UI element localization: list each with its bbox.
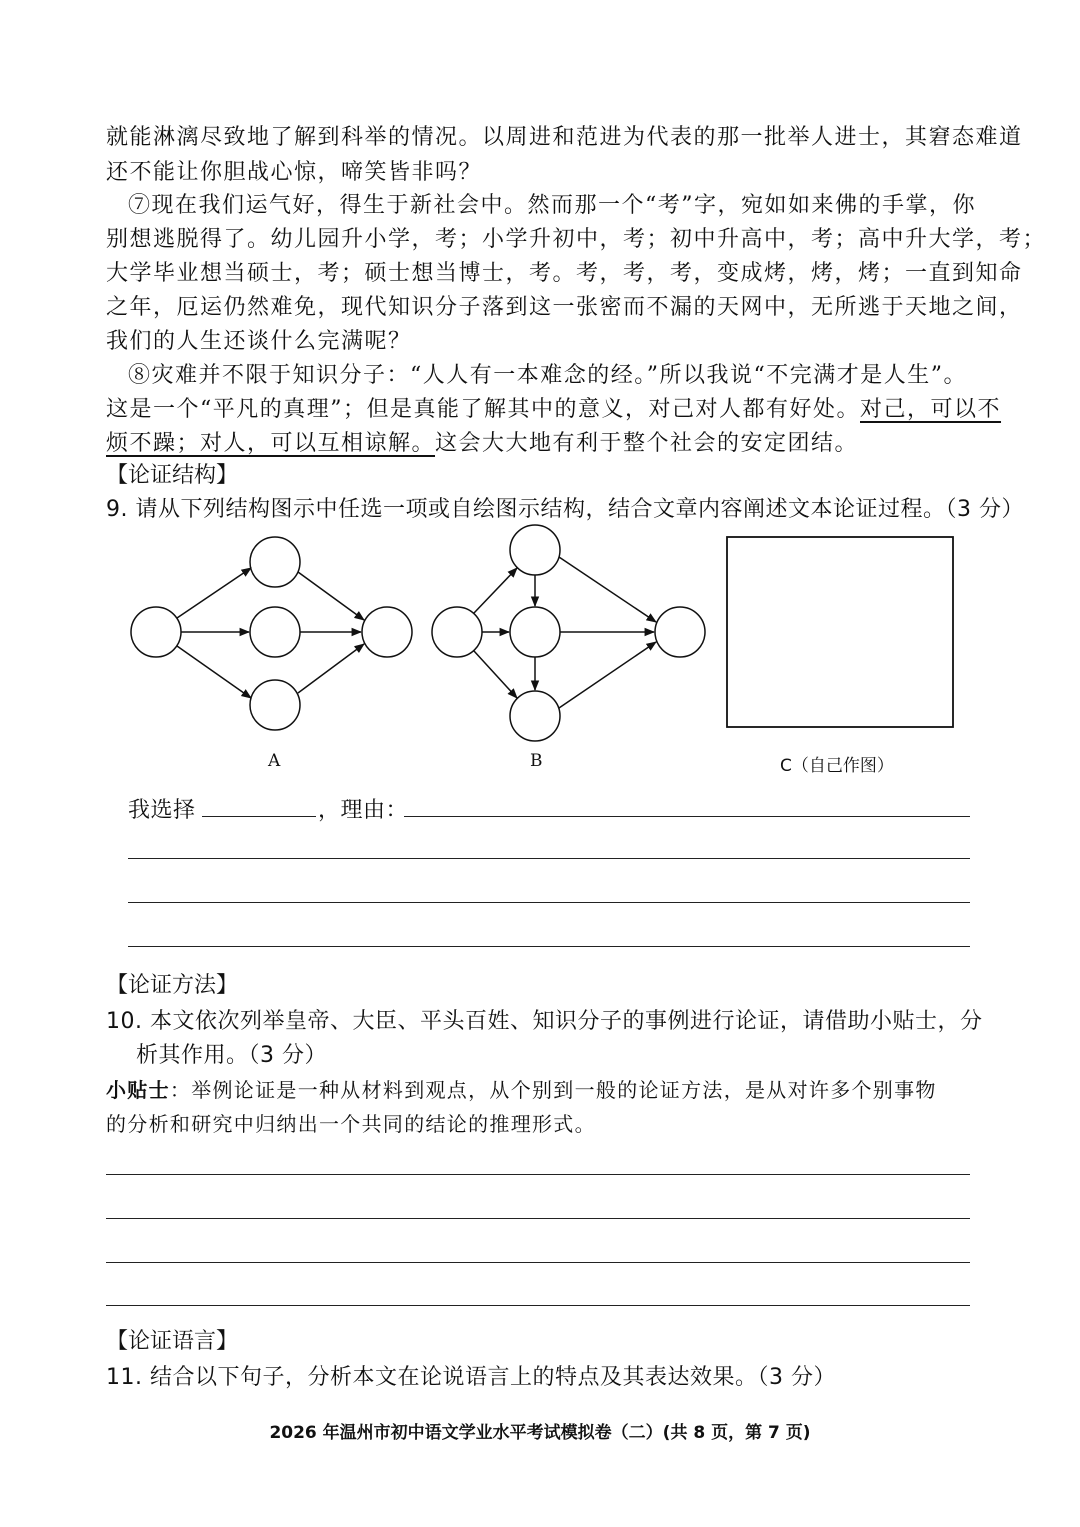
- diagram-b-node: [432, 607, 482, 657]
- passage-line: 我们的人生还谈什么完满呢？: [106, 329, 412, 354]
- diagram-a-arrow: [298, 644, 364, 693]
- choose-label: 我选择: [128, 798, 196, 823]
- diagram-b-arrow: [474, 651, 517, 698]
- tip-text: 的分析和研究中归纳出一个共同的结论的推理形式。: [106, 1112, 596, 1136]
- tip-text: ：举例论证是一种从材料到观点，从个别到一般的论证方法，是从对许多个别事物: [169, 1078, 937, 1102]
- tip-label: 小贴士: [106, 1078, 170, 1102]
- reason-label: ，理由：: [318, 798, 409, 823]
- tip-paragraph: [106, 1074, 937, 1103]
- passage-paragraph-7: ⑦现在我们运气好，得生于新社会中。然而那一个“考”字，宛如如来佛的手掌，你: [128, 193, 976, 218]
- diagram-c-drawing-box: [727, 537, 953, 727]
- diagram-a-node: [250, 680, 300, 730]
- answer-line[interactable]: [106, 1262, 970, 1263]
- diagram-b-arrow: [474, 568, 517, 613]
- answer-line[interactable]: [128, 902, 970, 903]
- diagram-b-node: [510, 525, 560, 575]
- answer-line[interactable]: [106, 1174, 970, 1175]
- answer-line[interactable]: [106, 1218, 970, 1219]
- passage-line: 之年，厄运仍然难免，现代知识分子落到这一张密而不漏的天网中，无所逃于天地之间，: [106, 295, 1023, 320]
- diagram-a-node: [250, 607, 300, 657]
- diagram-b-label: B: [530, 751, 543, 771]
- diagram-b-arrow: [559, 557, 656, 622]
- diagram-a-arrow: [177, 568, 251, 618]
- diagram-a-arrow: [298, 572, 364, 620]
- diagram-a-node: [362, 607, 412, 657]
- section-heading-structure: 【论证结构】: [106, 463, 239, 488]
- passage-text: 这是一个“平凡的真理”；但是真能了解其中的意义，对己对人都有好处。: [106, 397, 860, 422]
- diagram-a-label: A: [268, 751, 281, 771]
- passage-line: 就能淋漓尽致地了解到科举的情况。以周进和范进为代表的那一批举人进士，其窘态难道: [106, 125, 1023, 150]
- diagram-b: [432, 525, 705, 741]
- question-9: 9. 请从下列结构图示中任选一项或自绘图示结构，结合文章内容阐述文本论证过程。（3 分）: [106, 497, 1024, 522]
- section-heading-method: 【论证方法】: [106, 973, 239, 998]
- answer-line[interactable]: [106, 1305, 970, 1306]
- diagram-a-node: [250, 537, 300, 587]
- passage-line: 大学毕业想当硕士，考；硕士想当博士，考。考，考，考，变成烤，烤，烤；一直到知命: [106, 261, 1023, 286]
- diagram-a-node: [131, 607, 181, 657]
- answer-line[interactable]: [128, 858, 970, 859]
- diagram-a: [131, 537, 412, 730]
- passage-line: 还不能让你胆战心惊，啼笑皆非吗？: [106, 160, 483, 185]
- choice-answer-blank[interactable]: [202, 816, 316, 817]
- diagram-c-label: C（自己作图）: [780, 756, 894, 776]
- diagram-b-node: [510, 607, 560, 657]
- passage-paragraph-8: ⑧灾难并不限于知识分子：“人人有一本难念的经。”所以我说“不完满才是人生”。: [128, 363, 967, 388]
- section-heading-language: 【论证语言】: [106, 1329, 239, 1354]
- diagram-a-arrow: [177, 646, 251, 698]
- underlined-sentence: 烦不躁；对人，可以互相谅解。: [106, 431, 436, 456]
- question-11: 11. 结合以下句子，分析本文在论说语言上的特点及其表达效果。（3 分）: [106, 1365, 836, 1390]
- page-footer: 2026 年温州市初中语文学业水平考试模拟卷（二）(共 8 页，第 7 页): [269, 1423, 811, 1443]
- question-10-cont: 析其作用。（3 分）: [136, 1043, 327, 1068]
- passage-line: 别想逃脱得了。幼儿园升小学，考；小学升初中，考；初中升高中，考；高中升大学，考；: [106, 227, 1047, 252]
- reason-answer-line[interactable]: [404, 816, 970, 817]
- diagram-b-arrow: [559, 642, 656, 708]
- underlined-sentence: 对己，可以不: [860, 397, 1002, 422]
- question-10: 10. 本文依次列举皇帝、大臣、平头百姓、知识分子的事例进行论证，请借助小贴士，分: [106, 1009, 983, 1034]
- passage-text: 这会大大地有利于整个社会的安定团结。: [435, 431, 859, 456]
- answer-line[interactable]: [128, 946, 970, 947]
- diagram-b-node: [655, 607, 705, 657]
- diagram-b-node: [510, 691, 560, 741]
